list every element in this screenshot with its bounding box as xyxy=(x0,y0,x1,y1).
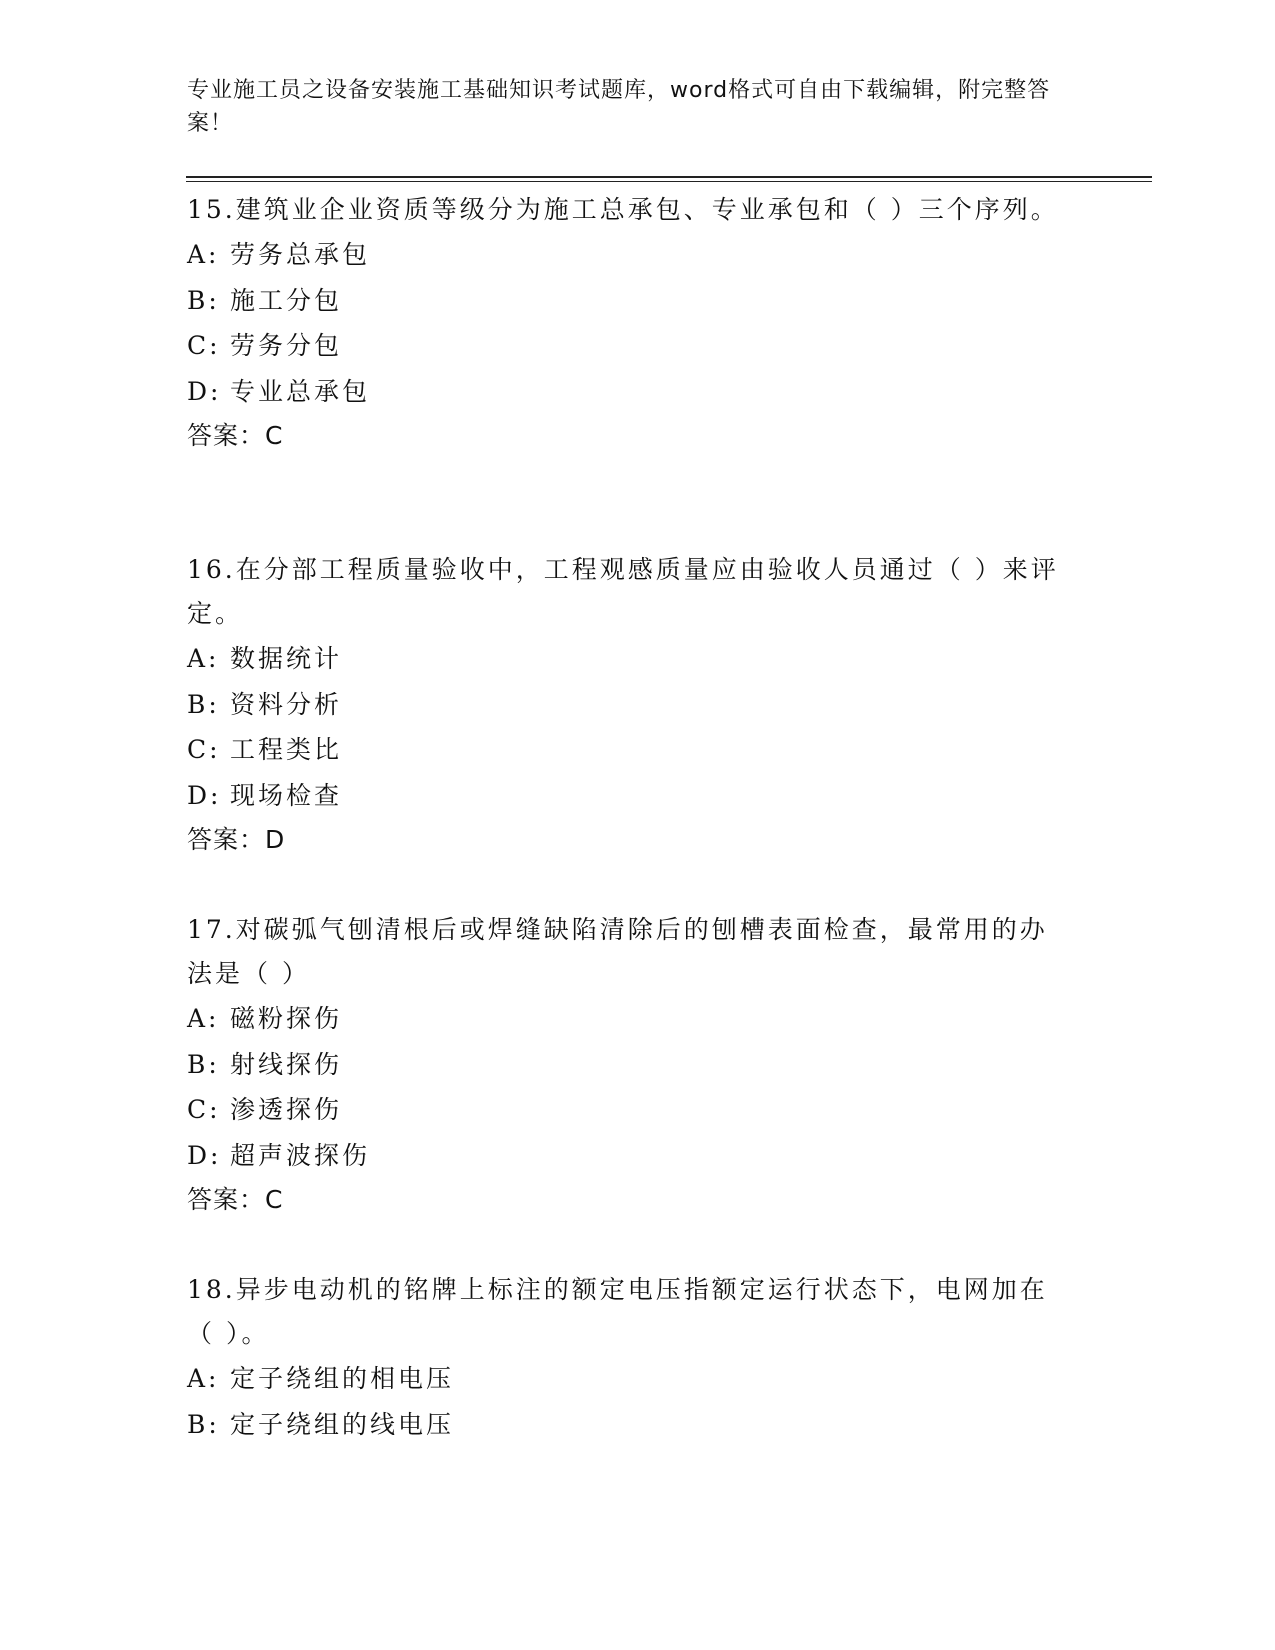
option-b xyxy=(187,1042,1087,1088)
option-d xyxy=(187,1133,1087,1179)
answer-line: 答案：C xyxy=(187,421,284,450)
option-text: 专业总承包 xyxy=(230,376,371,406)
option-letter: B: xyxy=(187,1409,220,1439)
option-a xyxy=(187,996,1087,1042)
option-letter: D: xyxy=(187,376,222,406)
option-a xyxy=(187,636,1087,682)
header-divider-thin xyxy=(186,181,1152,182)
option-text: 射线探伤 xyxy=(230,1049,343,1079)
option-text: 定子绕组的线电压 xyxy=(230,1409,455,1439)
option-text: 数据统计 xyxy=(230,644,343,673)
header-divider-thick xyxy=(186,176,1152,178)
option-c xyxy=(187,727,1087,773)
question-18 xyxy=(187,1268,1087,1447)
option-letter: B: xyxy=(187,1049,220,1079)
option-letter: C: xyxy=(187,735,221,764)
option-b xyxy=(187,278,1087,324)
option-letter: B: xyxy=(187,285,220,315)
question-16 xyxy=(187,548,1087,862)
option-text: 工程类比 xyxy=(230,735,343,764)
question-stem: 17.对碳弧气刨清根后或焊缝缺陷清除后的刨槽表面检查，最常用的办法是（ ） xyxy=(187,915,1048,988)
option-text: 劳务总承包 xyxy=(230,240,371,269)
option-a xyxy=(187,1356,1087,1402)
option-letter: D: xyxy=(187,1140,222,1170)
option-text: 磁粉探伤 xyxy=(230,1004,343,1033)
option-b xyxy=(187,1402,1087,1448)
option-letter: A: xyxy=(187,1364,220,1393)
option-letter: A: xyxy=(187,1004,220,1033)
option-letter: A: xyxy=(187,240,220,269)
option-text: 渗透探伤 xyxy=(230,1095,343,1124)
question-17 xyxy=(187,908,1087,1222)
question-stem: 15.建筑业企业资质等级分为施工总承包、专业承包和（ ）三个序列。 xyxy=(187,195,1059,224)
question-stem: 16.在分部工程质量验收中，工程观感质量应由验收人员通过（ ）来评定。 xyxy=(187,555,1059,628)
option-text: 现场检查 xyxy=(230,780,343,810)
document-header: 专业施工员之设备安装施工基础知识考试题库，word格式可自由下载编辑，附完整答案！ xyxy=(187,78,1051,136)
option-text: 劳务分包 xyxy=(230,331,343,360)
option-text: 施工分包 xyxy=(230,285,343,315)
option-text: 超声波探伤 xyxy=(230,1140,371,1170)
option-b xyxy=(187,682,1087,728)
option-d xyxy=(187,773,1087,819)
option-a xyxy=(187,232,1087,278)
option-letter: B: xyxy=(187,689,220,719)
answer-line: 答案：C xyxy=(187,1185,284,1214)
option-c xyxy=(187,1087,1087,1133)
option-text: 定子绕组的相电压 xyxy=(230,1364,455,1393)
question-15 xyxy=(187,188,1087,458)
option-c xyxy=(187,323,1087,369)
option-d xyxy=(187,369,1087,415)
option-letter: D: xyxy=(187,780,222,810)
option-letter: C: xyxy=(187,1095,221,1124)
question-stem: 18.异步电动机的铭牌上标注的额定电压指额定运行状态下，电网加在（ ）。 xyxy=(187,1275,1048,1348)
option-letter: C: xyxy=(187,331,221,360)
answer-line: 答案：D xyxy=(187,825,286,854)
option-text: 资料分析 xyxy=(230,689,343,719)
option-letter: A: xyxy=(187,644,220,673)
